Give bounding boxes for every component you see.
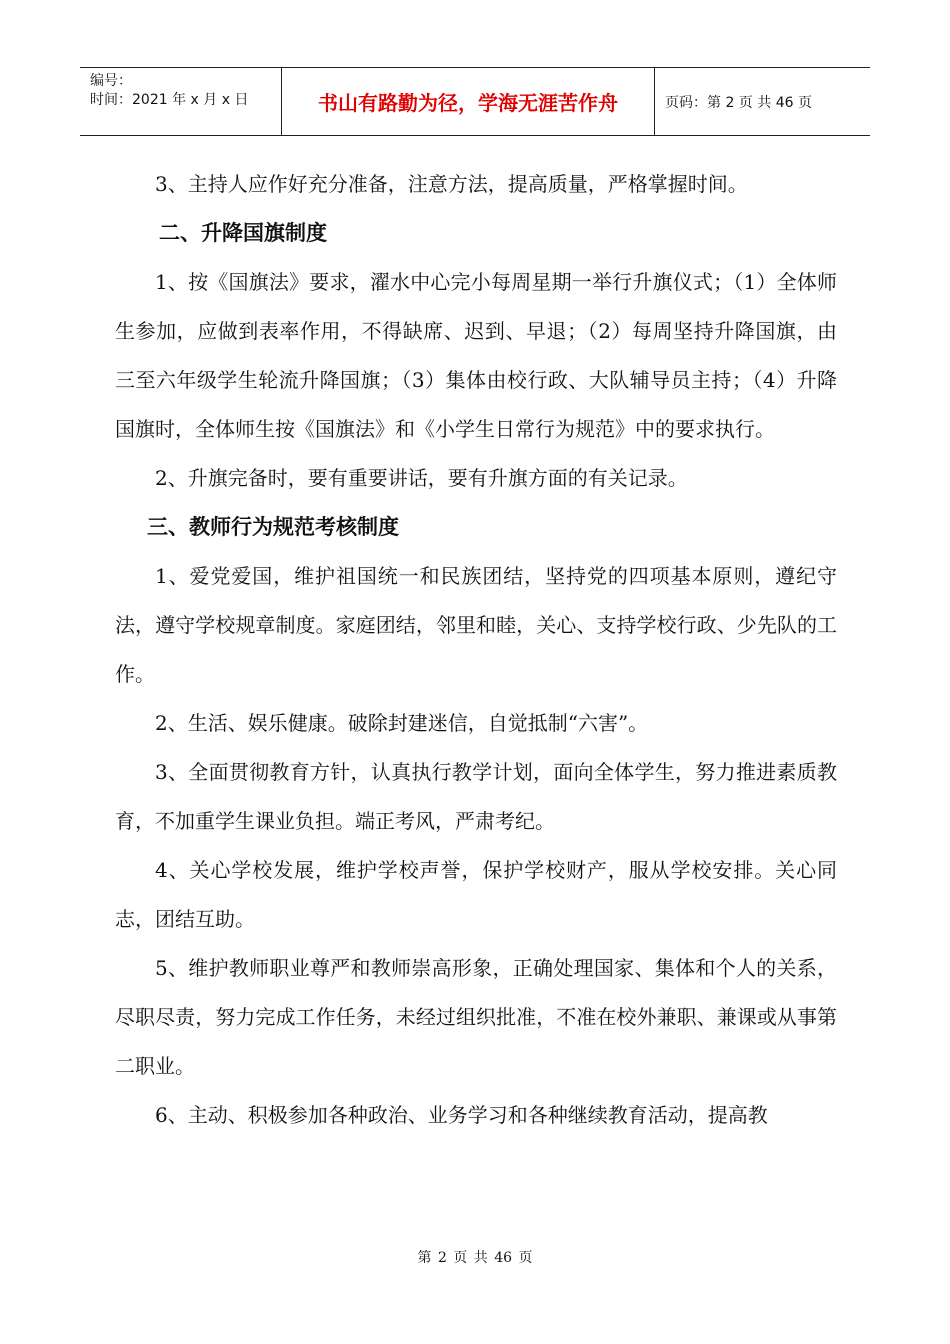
paragraph: 1、按《国旗法》要求，濯水中心完小每周星期一举行升旗仪式；（1）全体师生参加，应做到表率作用，不得缺席、迟到、早退；（2）每周坚持升降国旗，由三至六年级学生轮流升降国旗；（3）集体由校行政、大队辅导员主持；（4）升降国旗时，全体师生按《国旗法》和《小学生日常行为规范》中的要求执行。 <box>115 270 837 441</box>
time-label: 时间：2021 年 x 月 x 日 <box>90 92 249 108</box>
paragraph: 2、升旗完备时，要有重要讲话，要有升旗方面的有关记录。 <box>155 466 688 490</box>
paragraph: 2、生活、娱乐健康。破除封建迷信，自觉抵制“六害”。 <box>155 711 649 735</box>
doc-number-label: 编号： <box>90 73 132 89</box>
document-header <box>80 67 870 136</box>
header-page-info: 页码：第 2 页 共 46 页 <box>665 94 812 111</box>
header-motto: 书山有路勤为径，学海无涯苦作舟 <box>282 68 655 135</box>
paragraph: 3、全面贯彻教育方针，认真执行教学计划，面向全体学生，努力推进素质教育，不加重学生课业负担。端正考风，严肃考纪。 <box>115 760 837 833</box>
paragraph: 6、主动、积极参加各种政治、业务学习和各种继续教育活动，提高教 <box>155 1103 768 1127</box>
header-meta <box>80 68 282 135</box>
paragraph: 3、主持人应作好充分准备，注意方法，提高质量，严格掌握时间。 <box>155 172 748 196</box>
paragraph: 4、关心学校发展，维护学校声誉，保护学校财产，服从学校安排。关心同志，团结互助。 <box>115 858 837 931</box>
section-heading: 二、升降国旗制度 <box>159 221 327 245</box>
paragraph: 5、维护教师职业尊严和教师崇高形象，正确处理国家、集体和个人的关系，尽职尽责，努力完成工作任务，未经过组织批准，不准在校外兼职、兼课或从事第二职业。 <box>115 956 837 1078</box>
paragraph: 1、爱党爱国，维护祖国统一和民族团结，坚持党的四项基本原则，遵纪守法，遵守学校规章制度。家庭团结，邻里和睦，关心、支持学校行政、少先队的工作。 <box>115 564 837 686</box>
page-footer: 第 2 页 共 46 页 <box>417 1250 533 1266</box>
section-heading: 三、教师行为规范考核制度 <box>147 515 399 539</box>
document-body <box>115 160 837 1140</box>
